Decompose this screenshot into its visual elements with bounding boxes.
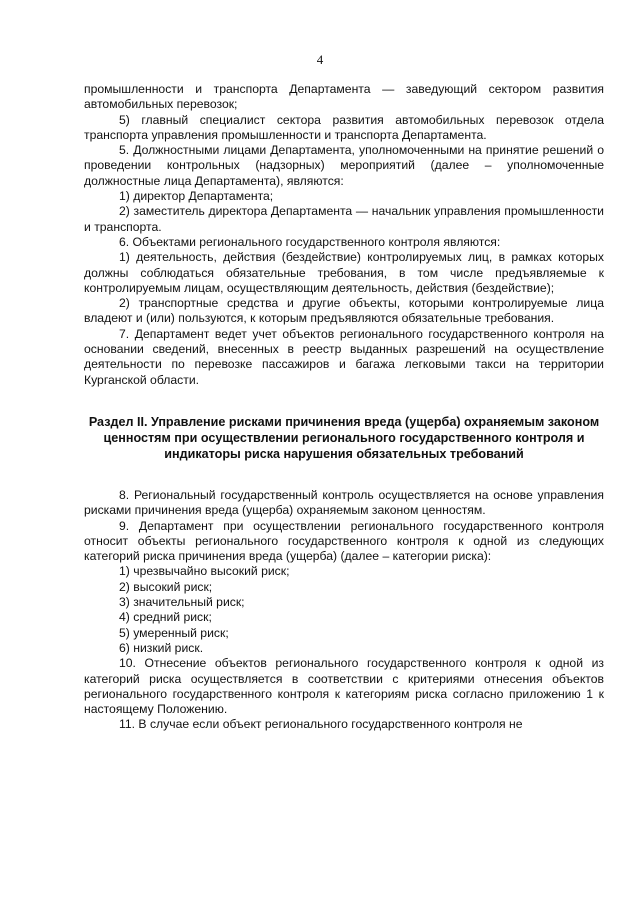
list-item: 1) директор Департамента; (119, 189, 274, 204)
page-number: 4 (316, 52, 324, 67)
list-item: 2) транспортные средства и другие объекты, которыми контролируемые лица владеют и (или) пользуются, к которым предъявляются обязательные требования. (84, 296, 604, 326)
risk-list-item: 5) умеренный риск; (119, 625, 229, 640)
risk-list-item: 3) значительный риск; (119, 595, 245, 610)
risk-list-item: 2) высокий риск; (119, 579, 213, 594)
paragraph: 10. Отнесение объектов регионального государственного контроля к одной из категорий риска осуществляется в соответствии с критериями отнесения объектов регионального государственного контроля к категориям риска согласно приложению 1 к настоящему Положению. (84, 656, 604, 717)
list-item: 1) деятельность, действия (бездействие) контролируемых лиц, в рамках которых должны соблюдаться обязательные требования, в том числе предъявляемые к контролируемым лицам, осуществляющим деятельность, действия (бездействие); (84, 250, 604, 295)
risk-list-item: 6) низкий риск. (119, 640, 204, 655)
paragraph: 11. В случае если объект регионального государственного контроля не (119, 717, 523, 732)
section-heading: Раздел II. Управление рисками причинения вреда (ущерба) охраняемым законом ценностям при осуществлении регионального государственного контроля и индикаторы риска нарушения обязательных требований (88, 414, 600, 461)
paragraph: 5. Должностными лицами Департамента, уполномоченными на принятие решений о проведении контрольных (надзорных) мероприятий (далее – уполномоченные должностные лица Департамента), являются: (84, 143, 604, 188)
document-body (84, 82, 604, 733)
paragraph: 7. Департамент ведет учет объектов регионального государственного контроля на основании сведений, внесенных в реестр выданных разрешений на осуществление деятельности по перевозке пассажиров и багажа легковыми такси на территории Курганской области. (84, 326, 604, 387)
risk-list-item: 1) чрезвычайно высокий риск; (119, 564, 290, 579)
paragraph: 9. Департамент при осуществлении регионального государственного контроля относит объекты регионального государственного контроля к одной из следующих категорий риска причинения вреда (ущерба) (далее – категории риска): (84, 518, 604, 564)
list-item: 2) заместитель директора Департамента — начальник управления промышленности и транспорта. (84, 204, 604, 234)
paragraph: 6. Объектами регионального государственного контроля являются: (119, 234, 501, 249)
risk-list-item: 4) средний риск; (119, 610, 212, 625)
paragraph: 5) главный специалист сектора развития автомобильных перевозок отдела транспорта управления промышленности и транспорта Департамента. (84, 112, 604, 142)
paragraph: промышленности и транспорта Департамента — заведующий сектором развития автомобильных перевозок; (84, 82, 604, 112)
paragraph: 8. Региональный государственный контроль осуществляется на основе управления рисками причинения вреда (ущерба) охраняемым законом ценностям. (84, 487, 604, 518)
